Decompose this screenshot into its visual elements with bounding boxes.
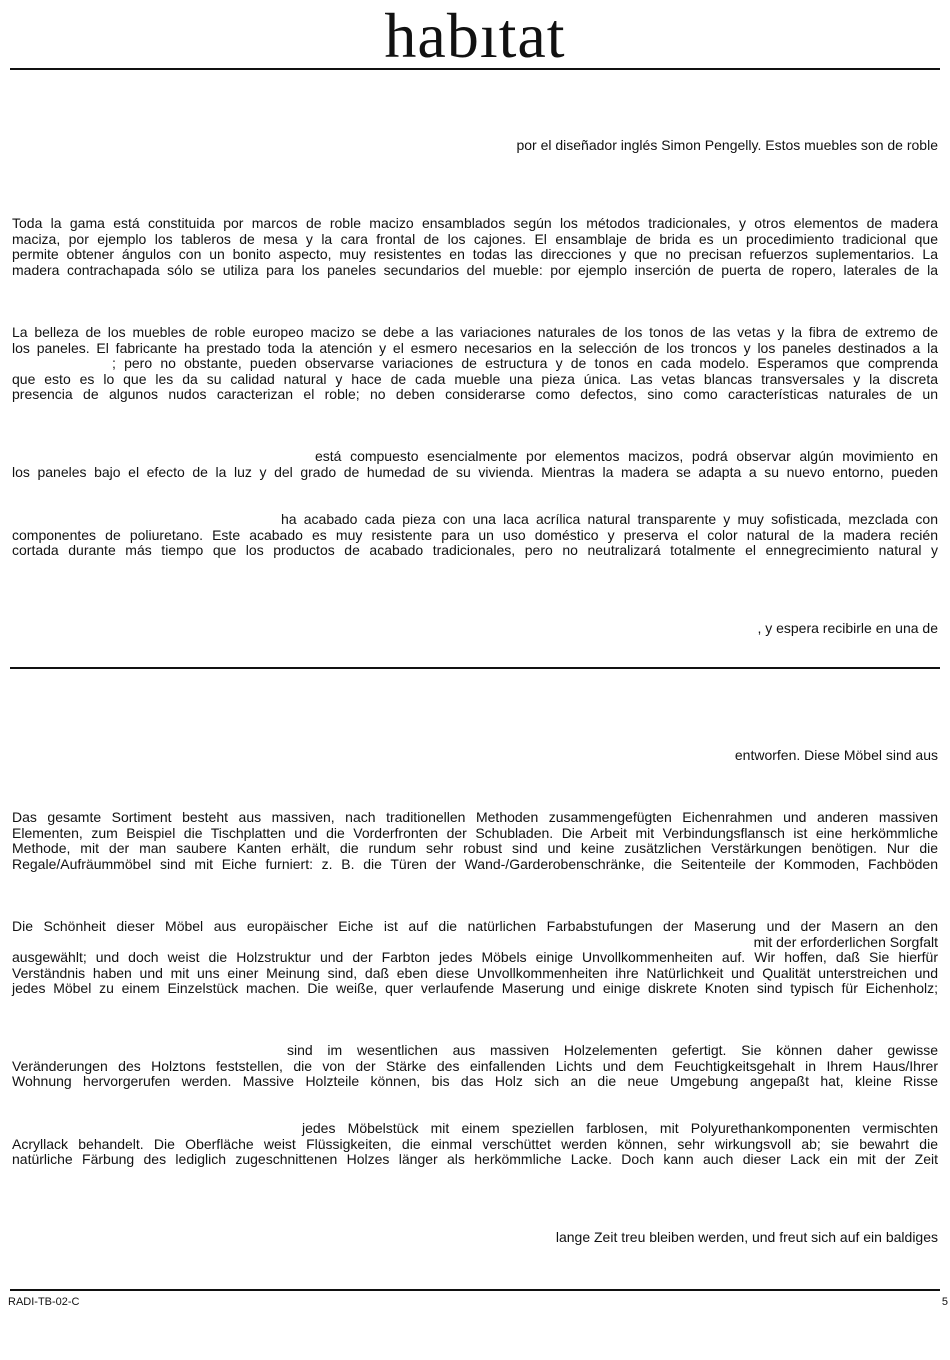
document-code: RADI-TB-02-C (8, 1296, 80, 1308)
text-line: mit der erforderlichen Sorgfalt (753, 933, 938, 950)
text-line: ha acabado cada pieza con una laca acrílica natural transparente y muy sofisticada, mezclada con (281, 511, 938, 527)
german-closing (12, 1230, 938, 1246)
text-line: Acryllack behandelt. Die Oberfläche weist Flüssigkeiten, die einmal verschüttet werden können, sehr wirkungsvoll ab; sie bewahrt die (12, 1135, 938, 1152)
german-paragraph-frames (12, 810, 938, 872)
spanish-paragraph-solid (12, 449, 938, 480)
text-line: jedes Möbel zu einem Einzelstück machen. Die weiße, quer verlaufende Maserung und einige diskrete Knoten sind typisch für Eichenholz; (12, 980, 938, 996)
text-line: ausgewählt; und doch weist die Holzstruktur und der Farbton jedes Möbels einige Unvollkommenheiten auf. Wir hoffen, daß Sie hierfür (12, 949, 938, 965)
text-line: , y espera recibirle en una de (757, 620, 938, 636)
german-paragraph-finish (12, 1121, 938, 1168)
text-line: Methode, mit der man saubere Kanten erhält, die rundum sehr robust sind und keine zusätzlichen Verstärkungen benötigen. Nur die (12, 840, 938, 856)
text-line: está compuesto esencialmente por elementos macizos, podrá observar algún movimiento en (315, 448, 938, 464)
text-line: Verständnis haben und mit uns einer Meinung sind, daß eben diese Unvollkommenheiten ihre Natürlichkeit und Qualität unterstreichen und (12, 964, 938, 981)
text-line: permite obtener ángulos con un bonito aspecto, muy resistentes en todas las direcciones y que no precisan refuerzos suplementarios. La (12, 246, 938, 262)
page-number: 5 (941, 1296, 948, 1308)
text-line: La belleza de los muebles de roble europeo macizo se debe a las variaciones naturales de los tonos de las vetas y la fibra de extremo de (12, 324, 938, 340)
text-line: lange Zeit treu bleiben werden, und freut sich auf ein baldiges (555, 1229, 938, 1245)
text-line: natürliche Färbung des lediglich zugeschnittenen Holzes länger als herkömmliche Lacke. Doch kann auch dieser Lack ein mit der Zeit (12, 1151, 938, 1167)
section-divider (10, 667, 940, 669)
german-paragraph-solid (12, 1043, 938, 1090)
text-line: Regale/Aufräummöbel sind mit Eiche furniert: z. B. die Türen der Wand-/Garderobenschränke, die Seitenteile der Kommoden, Fachböden (12, 855, 938, 872)
spanish-paragraph-finish (12, 512, 938, 559)
text-line: Das gesamte Sortiment besteht aus massiven, nach traditionellen Methoden zusammengefügten Eichenrahmen und anderen massiven (12, 809, 938, 825)
text-line: componentes de poliuretano. Este acabado es muy resistente para un uso doméstico y preserva el color natural de la madera recién (12, 526, 938, 543)
text-line: presencia de algunos nudos caracterizan el roble; no deben considerarse como defectos, sino como características naturales de un (12, 386, 938, 402)
text-line: los paneles bajo el efecto de la luz y del grado de humedad de su vivienda. Mientras la madera se adapta a su nuevo entorno, pueden (12, 463, 938, 480)
text-line: por el diseñador inglés Simon Pengelly. Estos muebles son de roble (516, 137, 938, 153)
text-line: cortada durante más tiempo que los productos de acabado tradicionales, pero no neutralizará totalmente el ennegrecimiento natural y (12, 542, 938, 558)
header-rule (10, 68, 940, 70)
spanish-paragraph-beauty (12, 325, 938, 403)
text-line: Die Schönheit dieser Möbel aus europäischer Eiche ist auf die natürlichen Farbabstufungen der Maserung und der Masern an den (12, 918, 938, 934)
text-line: ; pero no obstante, pueden observarse variaciones de estructura y de tonos en cada modelo. Esperamos que comprenda (112, 355, 938, 371)
text-line: Toda la gama está constituida por marcos de roble macizo ensamblados según los métodos tradicionales, y otros elementos de madera (12, 215, 938, 231)
text-line: jedes Möbelstück mit einem speziellen farblosen, mit Polyurethankomponenten vermischten (302, 1120, 938, 1136)
spanish-paragraph-frames (12, 216, 938, 278)
text-line: sind im wesentlichen aus massiven Holzelementen gefertigt. Sie können daher gewisse (287, 1042, 938, 1058)
text-line: entworfen. Diese Möbel sind aus (734, 747, 938, 763)
text-line: maciza, por ejemplo los tableros de mesa y la cara frontal de los cajones. El ensamblaje de brida es un procedimiento tradicional que (12, 230, 938, 247)
spanish-intro (12, 138, 938, 154)
text-line: madera contrachapada sólo se utiliza para los paneles secundarios del mueble: por ejemplo inserción de puerta de ropero, laterales de la (12, 261, 938, 278)
german-intro (12, 748, 938, 764)
text-line: que esto es lo que les da su calidad natural y hace de cada mueble una pieza única. Las vetas blancas transversales y la discreta (12, 370, 938, 387)
text-line: Elementen, zum Beispiel die Tischplatten und die Vorderfronten der Schubladen. Die Arbeit mit Verbindungsflansch ist eine herkömmliche (12, 824, 938, 841)
spanish-closing (12, 621, 938, 637)
habitat-logo: habıtat (384, 0, 566, 71)
text-line: los paneles. El fabricante ha prestado toda la atención y el esmero necesarios en la selección de los troncos y los paneles destinados a la (12, 339, 938, 356)
text-line: Veränderungen des Holztons feststellen, die von der Stärke des einfallenden Lichts und dem Feuchtigkeitsgehalt in Ihrem Haus/Ihrer (12, 1057, 938, 1074)
footer-rule (10, 1289, 940, 1291)
text-line: Wohnung hervorgerufen werden. Massive Holzteile können, bis das Holz sich an die neue Umgebung angepaßt hat, kleine Risse (12, 1073, 938, 1089)
german-paragraph-beauty (12, 919, 938, 997)
